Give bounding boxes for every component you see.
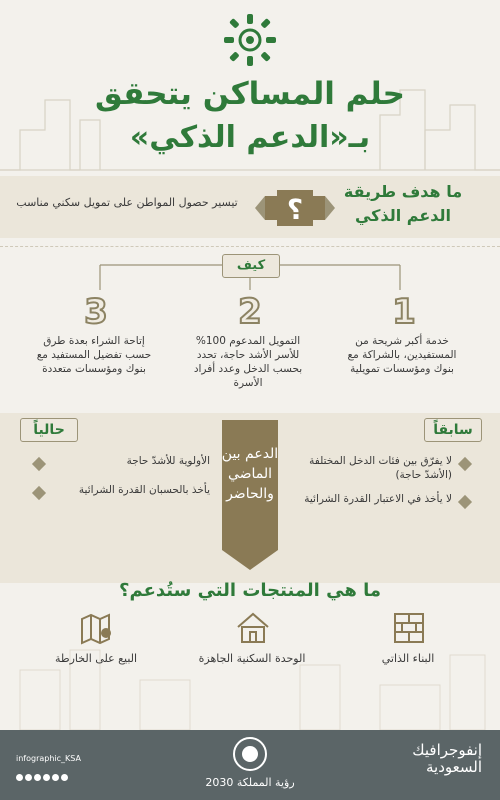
previous-item-2: لا يأخذ في الاعتبار القدرة الشرائية	[304, 493, 452, 505]
question-mark-icon	[255, 186, 335, 230]
page-title-line2: بـ«الدعم الذكي»	[129, 120, 371, 155]
map-pin-icon	[80, 611, 114, 645]
how-label: كيف	[222, 254, 280, 278]
products-title: ما هي المنتجات التي ستُدعم؟	[119, 580, 381, 601]
step-3-text: إتاحة الشراء بعدة طرق حسب تفضيل المستفيد مع بنوك ومؤسسات متعددة	[36, 335, 152, 375]
step-1-number: 1	[392, 292, 416, 332]
product-self-build-label: البناء الذاتي	[381, 652, 435, 665]
brick-wall-icon	[392, 611, 426, 645]
step-2-text: التمويل المدعوم 100% للأسر الأشد حاجة، تحدد بحسب الدخل وعدد أفراد الأسرة	[193, 335, 303, 389]
goal-text: تيسير حصول المواطن على تمويل سكني مناسب	[16, 196, 238, 209]
footer-vision: رؤية المملكة 2030	[205, 776, 295, 789]
step-3-number: 3	[84, 292, 108, 332]
house-icon	[236, 611, 270, 645]
current-item-1: الأولوية للأشدّ حاجة	[126, 455, 210, 467]
product-ready-unit-label: الوحدة السكنية الجاهزة	[198, 652, 306, 665]
footer-handle[interactable]: infographic_KSA	[16, 754, 81, 763]
question-mark-glyph: ؟	[286, 193, 304, 226]
goal-title: ما هدف طريقة الدعم الذكي	[343, 182, 463, 225]
ministry-housing-emblem-icon	[222, 12, 278, 68]
step-2-number: 2	[238, 292, 262, 332]
footer-brand: إنفوجرافيك السعودية	[412, 741, 482, 776]
current-item-2: يأخذ بالحسبان القدرة الشرائية	[78, 484, 210, 496]
vision-2030-emblem-icon	[232, 736, 268, 772]
previous-item-1: لا يفرّق بين فئات الدخل المختلفة (الأشدّ حاجة)	[309, 455, 452, 481]
divider	[0, 246, 500, 248]
product-off-plan-label: البيع على الخارطة	[54, 652, 138, 665]
previous-label: سابقاً	[424, 418, 482, 442]
current-label: حالياً	[20, 418, 78, 442]
compare-center-text: الدعم بين الماضي والحاضر	[221, 446, 279, 502]
step-1-text: خدمة أكبر شريحة من المستفيدين، بالشراكة مع بنوك ومؤسسات تمويلية	[347, 335, 457, 375]
page-title-line1: حلم المساكن يتحقق	[95, 76, 405, 112]
social-icons	[16, 766, 80, 776]
